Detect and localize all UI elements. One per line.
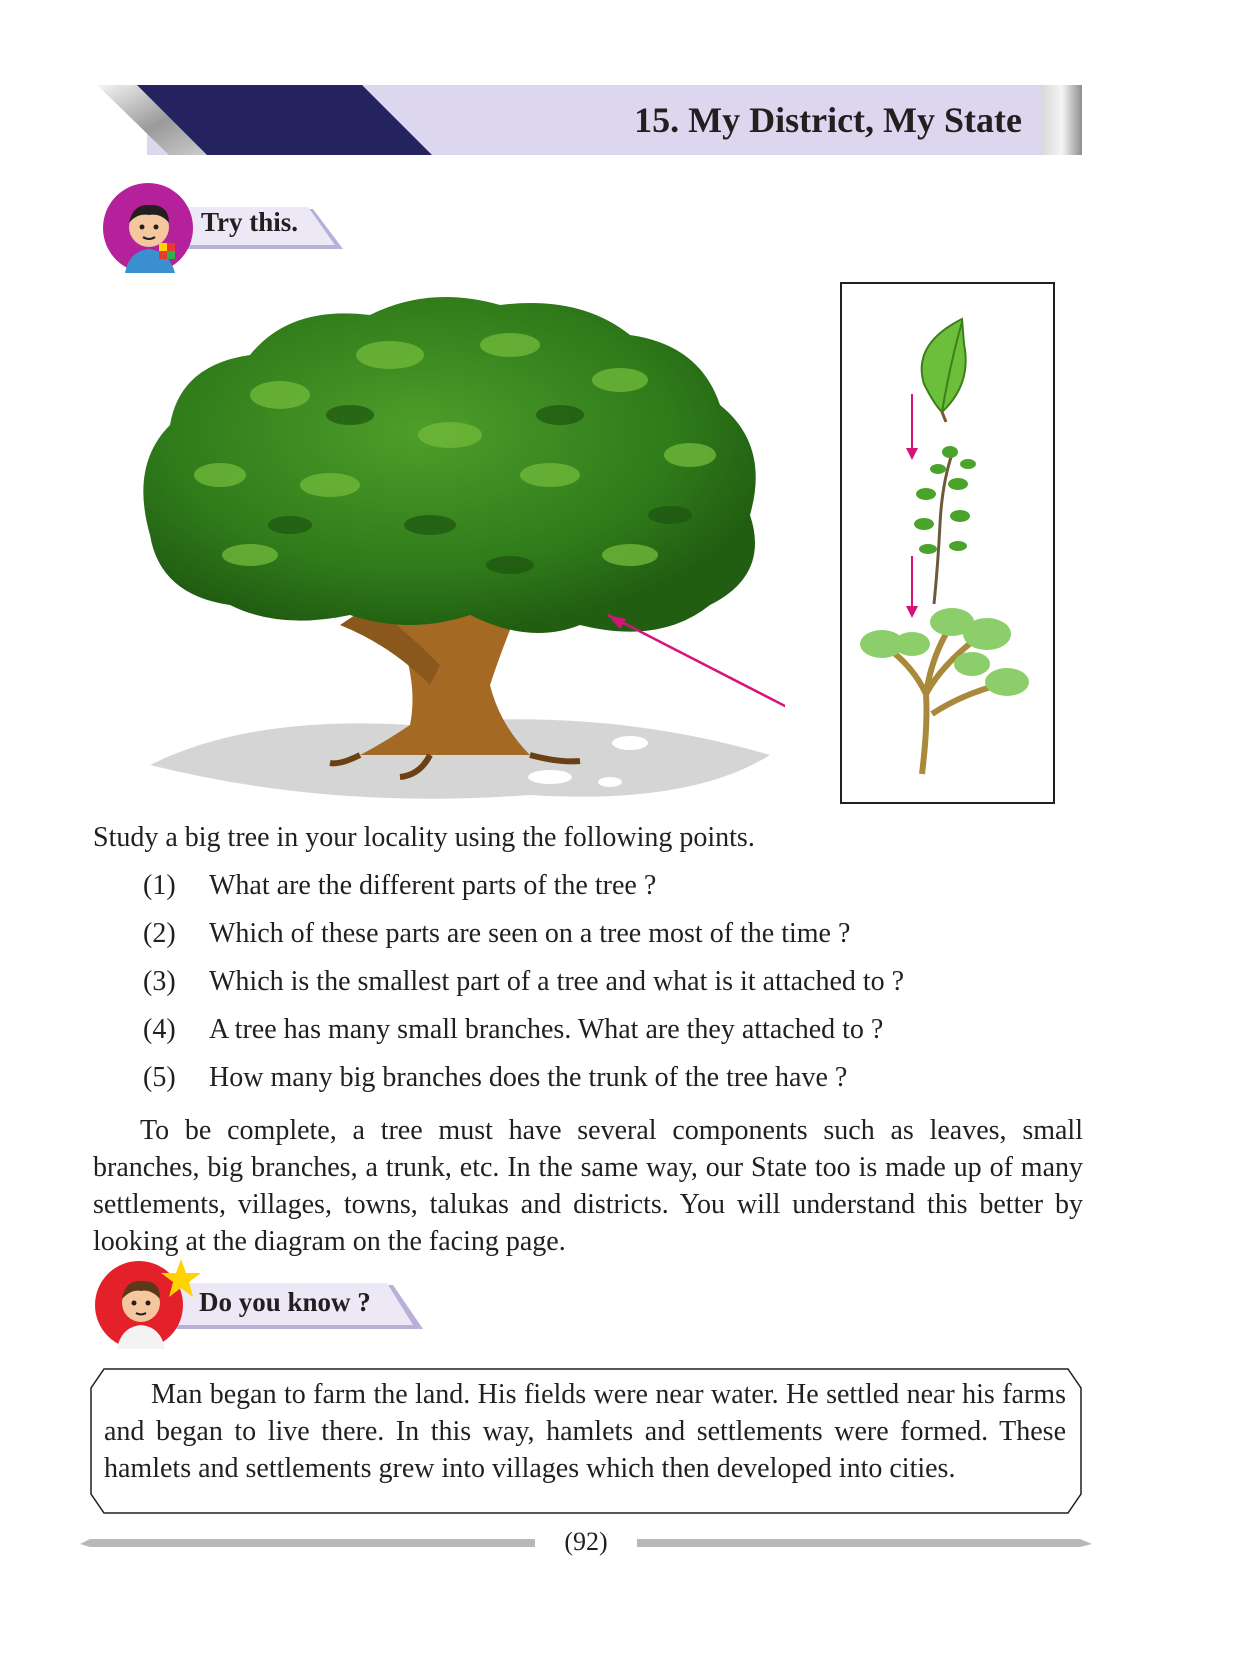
question-number: (4) <box>143 1014 176 1045</box>
small-branch-icon <box>914 446 976 604</box>
question-text: Which is the smallest part of a tree and what is it attached to ? <box>209 966 905 997</box>
do-you-know-tag <box>93 1257 423 1349</box>
question-number: (3) <box>143 966 176 997</box>
page-footer <box>80 1527 1092 1557</box>
question-item <box>143 870 656 902</box>
question-text: What are the different parts of the tree ? <box>209 870 657 901</box>
do-you-know-text: Man began to farm the land. His fields were near water. He settled near his farms and began to live there. In this way, hamlets and settlements were formed. These hamlets and settlements grew into villages which then developed into cities. <box>104 1379 1066 1484</box>
tree-parts-diagram <box>842 284 1053 802</box>
question-text: A tree has many small branches. What are they attached to ? <box>209 1014 884 1045</box>
body-paragraph: To be complete, a tree must have several components such as leaves, small branches, big branches, a trunk, etc. In the same way, our State too is made up of many settlements, villages, towns, talukas and districts. You will understand this better by looking at the diagram on the facing page. <box>93 1115 1083 1257</box>
question-number: (1) <box>143 870 176 901</box>
chapter-header-banner <box>97 85 1082 155</box>
do-you-know-label: Do you know ? <box>199 1287 371 1317</box>
question-number: (5) <box>143 1062 176 1093</box>
chapter-title: 15. My District, My State <box>634 100 1022 140</box>
question-item <box>143 918 850 950</box>
question-number: (2) <box>143 918 176 949</box>
try-this-label: Try this. <box>201 207 299 237</box>
big-tree-illustration <box>130 285 785 815</box>
page-number: (92) <box>564 1527 608 1556</box>
big-branch-icon <box>860 608 1029 774</box>
question-text: How many big branches does the trunk of the tree have ? <box>209 1062 848 1093</box>
study-intro: Study a big tree in your locality using the following points. <box>93 822 755 853</box>
question-item <box>143 966 904 998</box>
question-item <box>143 1014 883 1046</box>
do-you-know-box <box>90 1368 1082 1514</box>
try-this-tag <box>103 183 343 273</box>
tree-parts-box <box>840 282 1055 804</box>
question-text: Which of these parts are seen on a tree most of the time ? <box>209 918 851 949</box>
leaf-icon <box>922 319 966 422</box>
question-item <box>143 1062 847 1094</box>
